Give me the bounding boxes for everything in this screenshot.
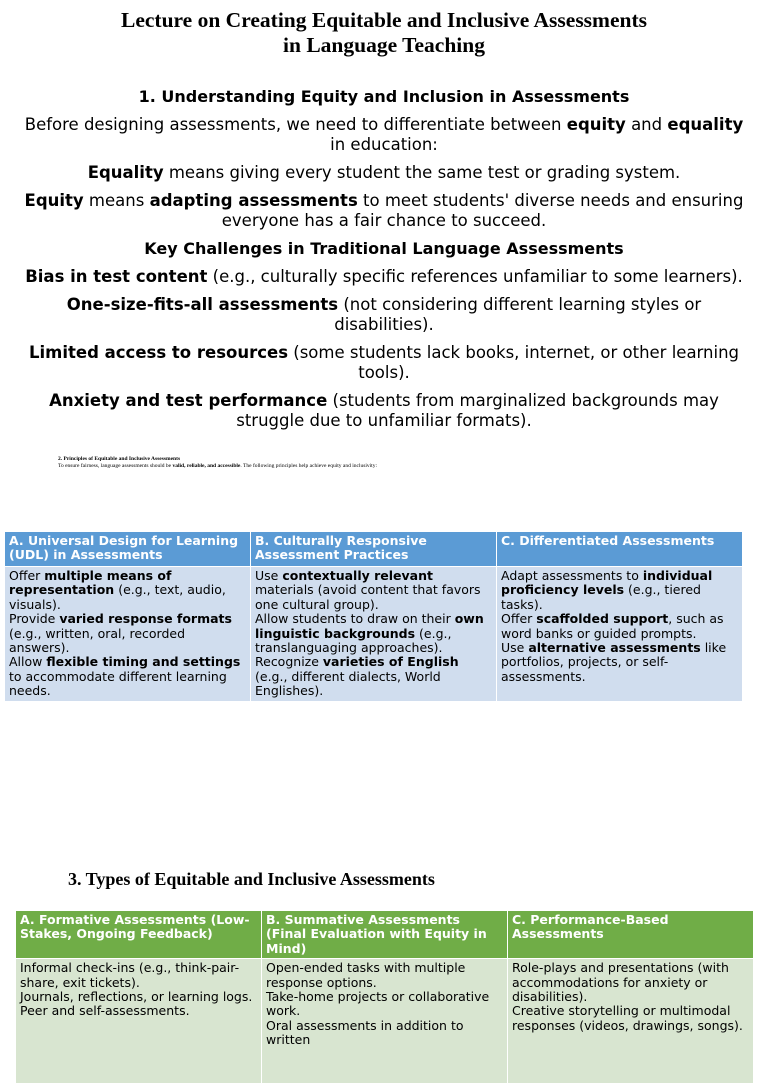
udl-cell [5, 567, 250, 701]
section-1 [20, 86, 748, 431]
challenge-term: One-size-fits-all assessments [66, 295, 339, 314]
challenge-text: (e.g., culturally specific references unfamiliar to some learners). [207, 267, 743, 286]
list-item: Take-home projects or collaborative work. [266, 989, 490, 1019]
item-text: Offer [9, 568, 45, 583]
culturally-responsive-header: B. Culturally Responsive Assessment Practices [251, 532, 496, 566]
item-text: to accommodate different learning needs. [9, 668, 227, 699]
list-item [255, 655, 492, 698]
document-title [0, 8, 768, 58]
section-2-intro-after: . The following principles help achieve equity and inclusivity: [240, 462, 377, 469]
intro-text: Before designing assessments, we need to differentiate between [24, 115, 567, 134]
challenge-text: (not considering different learning styles or disabilities). [334, 295, 702, 334]
summative-header: B. Summative Assessments (Final Evaluation with Equity in Mind) [262, 911, 507, 958]
title-line-1: Lecture on Creating Equitable and Inclusive Assessments [120, 8, 647, 32]
list-item: Informal check-ins (e.g., think-pair-share, exit tickets). [20, 960, 240, 990]
equity-definition [20, 191, 748, 231]
item-text: materials (avoid content that favors one cultural group). [255, 582, 481, 612]
item-text: Use [501, 640, 529, 656]
challenge-term: Anxiety and test performance [49, 391, 328, 410]
item-text: , such as word banks or guided prompts. [501, 611, 724, 641]
item-text: (e.g., translanguaging approaches). [255, 625, 452, 656]
formative-cell [16, 959, 261, 1083]
udl-header: A. Universal Design for Learning (UDL) in Assessments [5, 532, 250, 566]
item-text: Use [255, 568, 283, 583]
list-item [9, 612, 246, 655]
differentiated-cell [497, 567, 742, 701]
challenge-item [20, 391, 748, 431]
challenge-item [20, 267, 748, 287]
challenge-item [20, 343, 748, 383]
list-item: Journals, reflections, or learning logs. [20, 989, 253, 1005]
list-item: Open-ended tasks with multiple response options. [266, 960, 466, 990]
equity-mid: means [83, 191, 150, 210]
item-bold: individual proficiency levels [501, 568, 713, 598]
section-2-intro [58, 463, 377, 470]
item-text: like portfolios, projects, or self-assessments. [501, 640, 727, 684]
item-bold: alternative assessments [528, 640, 701, 656]
item-text: Allow [9, 654, 47, 670]
equity-term: Equity [24, 191, 84, 210]
list-item [9, 569, 246, 612]
challenge-text: (students from marginalized backgrounds may struggle due to unfamiliar formats). [236, 391, 719, 430]
section-1-heading: 1. Understanding Equity and Inclusion in Assessments [138, 87, 630, 106]
section-2-heading: 2. Principles of Equitable and Inclusive Assessments [58, 456, 181, 462]
title-line-2: in Language Teaching [283, 33, 485, 57]
intro-equality-term: equality [667, 115, 744, 134]
item-bold: multiple means of representation [9, 568, 172, 598]
item-bold: varied response formats [59, 611, 232, 627]
list-item [9, 655, 246, 698]
item-text: (e.g., written, oral, recorded answers). [9, 625, 186, 656]
equality-text: means giving every student the same test or grading system. [163, 163, 681, 182]
table-header-row [16, 911, 753, 958]
table-header-row [5, 532, 742, 566]
table-row [5, 567, 742, 701]
challenge-term: Limited access to resources [28, 343, 289, 362]
item-bold: flexible timing and settings [46, 654, 241, 670]
list-item: Peer and self-assessments. [20, 1003, 190, 1019]
list-item: Role-plays and presentations (with accommodations for anxiety or disabilities). [512, 960, 729, 1005]
intro-equity-term: equity [566, 115, 626, 134]
list-item: Creative storytelling or multimodal responses (videos, drawings, songs). [512, 1003, 743, 1033]
section-2-intro-text: To ensure fairness, language assessments should be [58, 462, 173, 469]
list-item [501, 612, 738, 641]
intro-and: and [625, 115, 668, 134]
item-text: Provide [9, 611, 60, 627]
item-text: (e.g., tiered tasks). [501, 582, 701, 612]
item-text: (e.g., different dialects, World Englishes). [255, 668, 441, 699]
challenge-item [20, 295, 748, 335]
challenge-term: Bias in test content [25, 267, 208, 286]
culturally-responsive-cell [251, 567, 496, 701]
performance-header: C. Performance-Based Assessments [508, 911, 753, 958]
list-item [501, 641, 738, 684]
item-bold: scaffolded support [536, 611, 669, 627]
table-row [16, 959, 753, 1083]
formative-header: A. Formative Assessments (Low-Stakes, Ongoing Feedback) [16, 911, 261, 958]
equality-term: Equality [87, 163, 164, 182]
intro-after: in education: [330, 135, 438, 154]
principles-table [4, 531, 743, 702]
intro-paragraph [20, 115, 748, 155]
assessment-types-table [15, 910, 754, 1084]
section-3-heading: 3. Types of Equitable and Inclusive Assessments [68, 869, 435, 889]
challenge-text: (some students lack books, internet, or other learning tools). [288, 343, 740, 382]
item-bold: own linguistic backgrounds [255, 611, 484, 641]
item-text: Recognize [255, 654, 323, 670]
item-bold: varieties of English [322, 654, 459, 670]
item-bold: contextually relevant [282, 568, 433, 583]
challenges-heading: Key Challenges in Traditional Language Assessments [144, 239, 624, 258]
equity-bold: adapting assessments [149, 191, 358, 210]
list-item [255, 569, 492, 612]
differentiated-header: C. Differentiated Assessments [497, 532, 742, 566]
item-text: (e.g., text, audio, visuals). [9, 582, 226, 612]
item-text: Allow students to draw on their [255, 611, 455, 627]
summative-cell [262, 959, 507, 1083]
list-item [501, 569, 738, 612]
section-2 [58, 456, 377, 469]
list-item: Oral assessments in addition to written [266, 1017, 464, 1048]
performance-cell [508, 959, 753, 1083]
section-2-intro-bold: valid, reliable, and accessible [172, 462, 241, 469]
list-item [255, 612, 492, 655]
equality-definition [20, 163, 748, 183]
item-text: Offer [501, 611, 537, 627]
item-text: Adapt assessments to [501, 568, 643, 583]
equity-text: to meet students' diverse needs and ensuring everyone has a fair chance to succeed. [221, 191, 744, 230]
